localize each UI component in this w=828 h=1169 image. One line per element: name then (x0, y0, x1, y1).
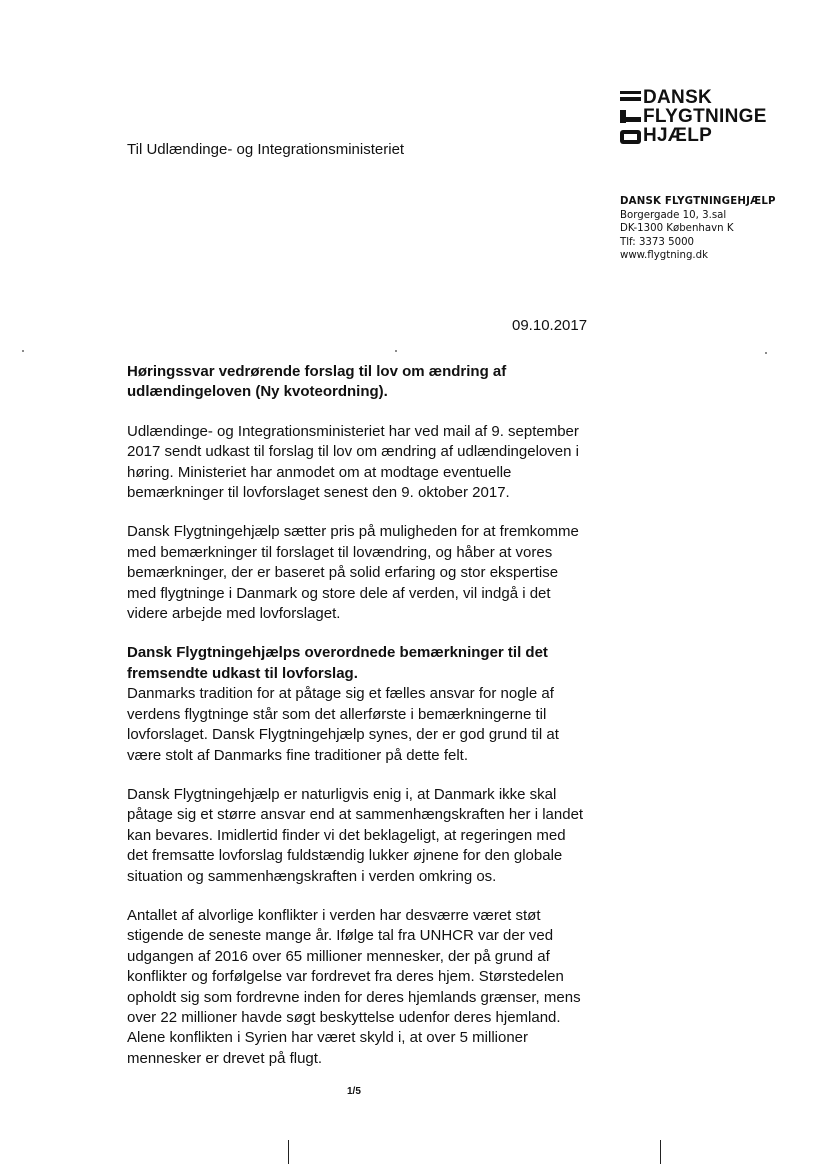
scan-artifact-line (660, 1140, 661, 1164)
body-paragraph: Antallet af alvorlige konflikter i verden har desværre været støt stigende de seneste mange år. Ifølge tal fra UNHCR var der ved udgangen af 2016 over 65 millioner mennesker, der på grund af konflikter og forfølgelse var fordrevet fra deres hjem. Størstedelen opholdt sig som fordrevne inden for deres hjemlands grænser, mens over 22 millioner havde søgt beskyttelse udenfor deres hjemland. Alene konflikten i Syrien har været skyld i, at over 5 millioner mennesker er drevet på flugt. (127, 906, 581, 1067)
logo-line-1: DANSK (643, 87, 713, 108)
logo-mark-icon (620, 88, 641, 146)
address-line: DK-1300 København K (620, 223, 734, 235)
logo-line-2: FLYGTNINGE (643, 106, 767, 127)
section-heading: Dansk Flygtningehjælps overordnede bemærkninger til det fremsendte udkast til lovforslag. (127, 644, 548, 682)
letter-title: Høringssvar vedrørende forslag til lov om ændring af udlændingeloven (Ny kvoteordning). (127, 363, 507, 401)
organization-logo (620, 88, 770, 148)
scan-artifact-line (288, 1140, 289, 1164)
phone-line: Tlf: 3373 5000 (620, 236, 695, 248)
scan-artifact-dot (22, 350, 24, 352)
sender-address (620, 195, 776, 263)
recipient: Til Udlændinge- og Integrationsministeriet (127, 141, 405, 158)
scan-artifact-dot (765, 352, 767, 354)
website-line: www.flygtning.dk (620, 250, 709, 262)
body-paragraph: Dansk Flygtningehjælp er naturligvis enig i, at Danmark ikke skal påtage sig et større ansvar end at sammenhængskraften her i landet kan bevares. Imidlertid finder vi det beklageligt, at regeringen med det fremsatte lovforslag fuldstændig lukker øjnene for den globale situation og sammenhængskraften i verden omkring os. (127, 785, 584, 885)
logo-line-3: HJÆLP (643, 125, 713, 146)
page-number: 1/5 (347, 1086, 361, 1097)
body-paragraph: Danmarks tradition for at påtage sig et fælles ansvar for nogle af verdens flygtninge står som det allerførste i bemærkningerne til lovforslaget. Dansk Flygtningehjælp synes, der er god grund til at være stolt af Danmarks fine traditioner på dette felt. (127, 685, 559, 764)
sender-org-name: DANSK FLYGTNINGEHJÆLP (620, 196, 776, 207)
letter-body (127, 362, 589, 1088)
letter-date: 09.10.2017 (512, 317, 588, 334)
scan-artifact-dot (395, 350, 397, 352)
address-line: Borgergade 10, 3.sal (620, 209, 727, 221)
body-paragraph: Udlændinge- og Integrationsministeriet har ved mail af 9. september 2017 sendt udkast til forslag til lov om ændring af udlændingeloven i høring. Ministeriet har anmodet om at modtage eventuelle bemærkninger til lovforslaget senest den 9. oktober 2017. (127, 422, 579, 502)
body-paragraph: Dansk Flygtningehjælp sætter pris på muligheden for at fremkomme med bemærkninger til forslaget til lovændring, og håber at vores bemærkninger, der er baseret på solid erfaring og stor ekspertise med flygtninge i Danmark og store dele af verden, vil indgå i det videre arbejde med lovforslaget. (127, 523, 579, 623)
